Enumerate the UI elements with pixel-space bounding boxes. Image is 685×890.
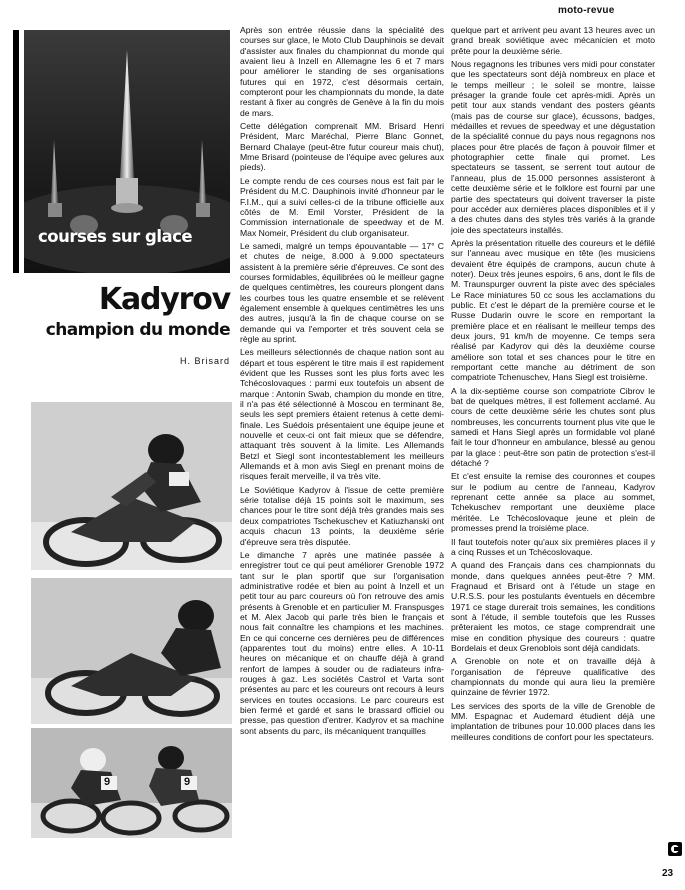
vertical-rule [13,30,19,273]
rider-number-2: 9 [184,776,191,788]
paragraph: Après la présentation rituelle des coureurs et le défilé sur l'anneau avec musique en tête (les musiciens devaient être équipés de crampons, aucun chute à noter). Deux très jeunes espoirs, 6 ans, dont le fils de M. Traunspurger ouvrent la piste avec des spéciales Le Race miniatures 50 cc sous les acclamations du public. Et c'est le départ de la première course et le Russe Dudarin ouvre le score en remportant la première place et en réalisant le meilleur temps des deux jours, 91 km/h de moyenne. Ce temps sera réalisé par Kadyrov qui dès la deuxième course améliore son total et ses chances pour le titre en remportant cette manche au détriment de son compatriote Tchenuschev, Hans Siegl est troisième. [451,237,655,383]
paragraph: A la dix-septième course son compatriote Cibrov le bat de quelques mètres, il est follement acclamé. Au cours de cette deuxième série les chutes sont plus nombreuses, les concurrents tournent plus vite que le samedi et Hans Siegl après un formidable vol plané fait le tour d'honneur en ambulance, blessé au genou par la glace : peut-être son patin de protection s'est-il détaché ? [451,385,655,469]
paragraph: quelque part et arrivent peu avant 13 heures avec un grand break soviétique avec mécanicien et moto prête pour la deuxième série. [451,25,655,56]
author: H. Brisard [179,356,230,366]
paragraph: Après son entrée réussie dans la spécialité des courses sur glace, le Moto Club Dauphinois se devait d'assister aux finales du championnat du monde qui avaient lieu à Inzell en Allemagne les 6 et 7 mars pour améliorer le standing de ses organisations futures qui en 1972, c'est désormais certain, compteront pour les championnats du monde, la date restant à fixer au congrès de Genève à la fin du mois de mars. [240,25,444,118]
paragraph: Cette délégation comprenait MM. Brisard Henri Président, Marc Maréchal, Pierre Blanc Gonnet, Bernard Chalaye (peut-être futur coureur mais chut), Mme Brisard (pointeuse de l'équipe avec gelures aux pieds). [240,121,444,173]
rider-photo-3 [31,728,232,838]
rider-photo-2 [31,578,232,724]
paragraph: A Grenoble on note et on travaille déjà à l'organisation de l'épreuve qualificative des championnats du monde qui aura lieu la première quinzaine de février 1972. [451,656,655,698]
end-mark-icon [668,842,682,856]
article-subtitle: champion du monde [45,320,230,340]
paragraph: Le Soviétique Kadyrov à l'issue de cette première série totalise déjà 15 points soit le maximum, ses chances pour le titre sont déjà très grandes mais ses deux compatriotes Tschekuschev et Katiuzhanski ont acquis chacun 13 points, la deuxième série d'épreuve sera très disputée. [240,484,444,547]
paragraph: Les services des sports de la ville de Grenoble de MM. Espagnac et Audemard étudient déjà une implantation de tribunes pour 10.000 places dans les meilleures conditions de confort pour les spectateurs. [451,700,655,742]
magazine-name: moto-revue [558,5,615,16]
paragraph: Les meilleurs sélectionnés de chaque nation sont au départ et tous espèrent le titre mais il est rapidement évident que les Russes sont les plus forts avec les Tchécoslovaques : parmi eux toutefois un absent de marque : Antonin Swab, champion du monde en titre, il n'a pas été sélectionné à Moscou en terminant 8e, seuls les sept premiers étaient retenus à cette demi-finale. Les Suédois présentaient une équipe jeune et nouvelle et ceux-ci ont fait mieux que se défendre, attaquant très souvent à la limite. Les Allemands Betzl et Siegl sont incontestablement les meilleurs Allemands et à mon avis Siegl en prenant moins de risques ferait merveille, il va très vite. [240,347,444,482]
paragraph: Le samedi, malgré un temps épouvantable — 17° C et chutes de neige, 8.000 à 9.000 spectateurs assistent à la première série d'épreuves. Ce sont des courses formidables, équilibrées où le meilleur gagne de quelques centimètres, les coureurs plongent dans les courbes tous les quatre ensemble et se relèvent également ensemble à quelques centimètres les uns des autres, jusqu'à la fin de chaque course on se demande qui va l'emporter et très souvent cela se règle au sprint. [240,240,444,344]
paragraph: Le compte rendu de ces courses nous est fait par le Président du M.C. Dauphinois invité d'honneur par le F.I.M., qui a suivi celles-ci de la tribune officielle aux côtés de M. Emil Vorster, Président de la Commission internationale de speedway et de M. Max Nomeir, Président du club organisateur. [240,175,444,238]
paragraph: Il faut toutefois noter qu'aux six premières places il y a cinq Russes et un Tchécoslovaque. [451,536,655,557]
spiked-tire-photo [24,30,230,273]
text-column-2 [451,25,655,742]
paragraph: Et c'est ensuite la remise des couronnes et coupes sur le podium au centre de l'anneau, Kadyrov reprenant cette année sa place au sommet, Tchekuschev remportant une deuxième place méritée. Le Tchécoslovaque jeune et plein de promesses prend la troisième place. [451,471,655,534]
page-number: 23 [662,868,674,879]
paragraph: A quand des Français dans ces championnats du monde, dans quelques années peut-être ? MM. Fragnaud et Brisard ont à l'étude un stage en U.R.S.S. pour les postulants éventuels en décembre 1971 ce stage durerait trois semaines, les conditions sont à l'étude, il semble toutefois que les Russes prêteraient les motos, ce stage comprendrait une mise en condition physique des coureurs : quatre Bordelais et deux Grenoblois sont déjà candidats. [451,560,655,653]
paragraph: Le dimanche 7 après une matinée passée à enregistrer tout ce qui peut améliorer Grenoble 1972 tant sur le plan sportif que sur l'organisation administrative rodée et bien au point à Inzell et un petit tour au parc coureurs où l'on retrouve des amis présents à Grenoble et en particulier M. Franspusges et M. Alex Jacob qui parle très bien le français et nous fait connaître les champions et les machines. En ce qui concerne ces dernières peu de différences (apparentes tout du moins) entre elles. A 10-11 heures on mécanique et on chauffe déjà à grand renfort de lampes à souder ou de radiateurs infra-rouges à gaz. Les sociétés Castrol et Varta sont présentes au parc et les coureurs ont recours à leurs services en toutes occasions. Le parc coureurs est bien fermé et gardé et sans le brassard officiel ou presse, pas question d'entrer. Kadyrov et sa machine sont absents du parc, ils mécaniquent tranquilles [240,549,444,736]
paragraph: Nous regagnons les tribunes vers midi pour constater que les spectateurs sont déjà nombreux en place et le temps meilleur ; le soleil se montre, laisse présager la grande foule cet après-midi. Après un petit tour aux stands vendant des posters géants (mais pas de course sur glace), écussons, badges, médailles et revues de speedway et une dégustation de la spécialité connue du pays nous regagnons nos places pour être placés de façon à pouvoir filmer et photographier cette finale qui promet. Les spectateurs se tassent, se serrent tout autour de l'anneau, plus de 15.000 personnes assisteront à cette deuxième série et le folklore est fourni par une partie des spectateurs qui doivent traverser la piste pour accéder aux dernières places disponibles et il y a des chutes dans des styles très variés à la grande joie des spectateurs installés. [451,59,655,235]
article-title: Kadyrov [98,282,230,317]
text-column-1 [240,25,444,736]
section-title: courses sur glace [38,227,193,246]
rider-photo-1 [31,402,232,570]
rider-number-1: 9 [104,776,111,788]
